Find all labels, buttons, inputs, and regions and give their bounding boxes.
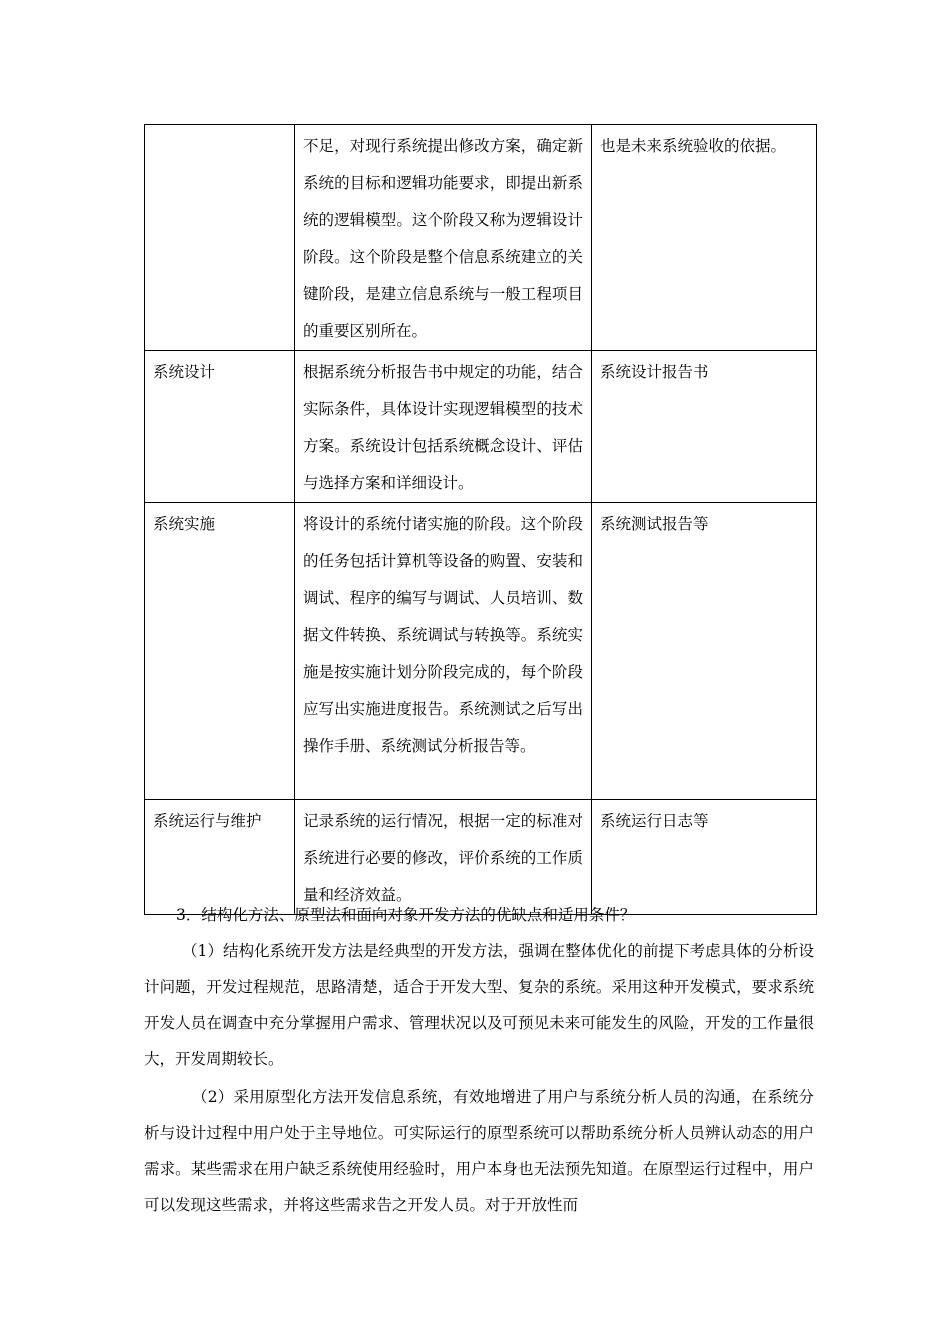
table-row — [145, 125, 817, 351]
content-cell: 记录系统的运行情况，根据一定的标准对系统进行必要的修改，评价系统的工作质量和经济效益。 — [295, 800, 592, 915]
output-cell: 也是未来系统验收的依据。 — [592, 125, 817, 351]
output-cell: 系统运行日志等 — [592, 800, 817, 915]
content-cell: 将设计的系统付诸实施的阶段。这个阶段的任务包括计算机等设备的购置、安装和调试、程序的编写与调试、人员培训、数据文件转换、系统调试与转换等。系统实施是按实施计划分阶段完成的，每个阶段应写出实施进度报告。系统测试之后写出操作手册、系统测试分析报告等。 — [295, 503, 592, 800]
stage-cell — [145, 125, 295, 351]
stage-cell: 系统运行与维护 — [145, 800, 295, 915]
table-row — [145, 503, 817, 800]
development-stages-table — [144, 124, 817, 915]
paragraph-prototype-method: （2）采用原型化方法开发信息系统，有效地增进了用户与系统分析人员的沟通，在系统分析与设计过程中用户处于主导地位。可实际运行的原型系统可以帮助系统分析人员辨认动态的用户需求。某些需求在用户缺乏系统使用经验时，用户本身也无法预先知道。在原型运行过程中，用户可以发现这些需求，并将这些需求告之开发人员。对于开放性而 — [144, 1088, 814, 1214]
table-row — [145, 800, 817, 915]
output-cell: 系统测试报告等 — [592, 503, 817, 800]
stage-cell: 系统设计 — [145, 351, 295, 503]
content-cell: 不足，对现行系统提出修改方案，确定新系统的目标和逻辑功能要求，即提出新系统的逻辑模型。这个阶段又称为逻辑设计阶段。这个阶段是整个信息系统建立的关键阶段，是建立信息系统与一般工程项目的重要区别所在。 — [295, 125, 592, 351]
paragraph-structured-method: （1）结构化系统开发方法是经典型的开发方法，强调在整体优化的前提下考虑具体的分析设计问题，开发过程规范，思路清楚，适合于开发大型、复杂的系统。采用这种开发模式，要求系统开发人员在调查中充分掌握用户需求、管理状况以及可预见未来可能发生的风险，开发的工作量很大，开发周期较长。 — [144, 942, 814, 1068]
output-cell: 系统设计报告书 — [592, 351, 817, 503]
question-heading: 3．结构化方法、原型法和面向对象开发方法的优缺点和适用条件？ — [176, 906, 636, 924]
content-cell: 根据系统分析报告书中规定的功能，结合实际条件，具体设计实现逻辑模型的技术方案。系统设计包括系统概念设计、评估与选择方案和详细设计。 — [295, 351, 592, 503]
stage-cell: 系统实施 — [145, 503, 295, 800]
table-row — [145, 351, 817, 503]
